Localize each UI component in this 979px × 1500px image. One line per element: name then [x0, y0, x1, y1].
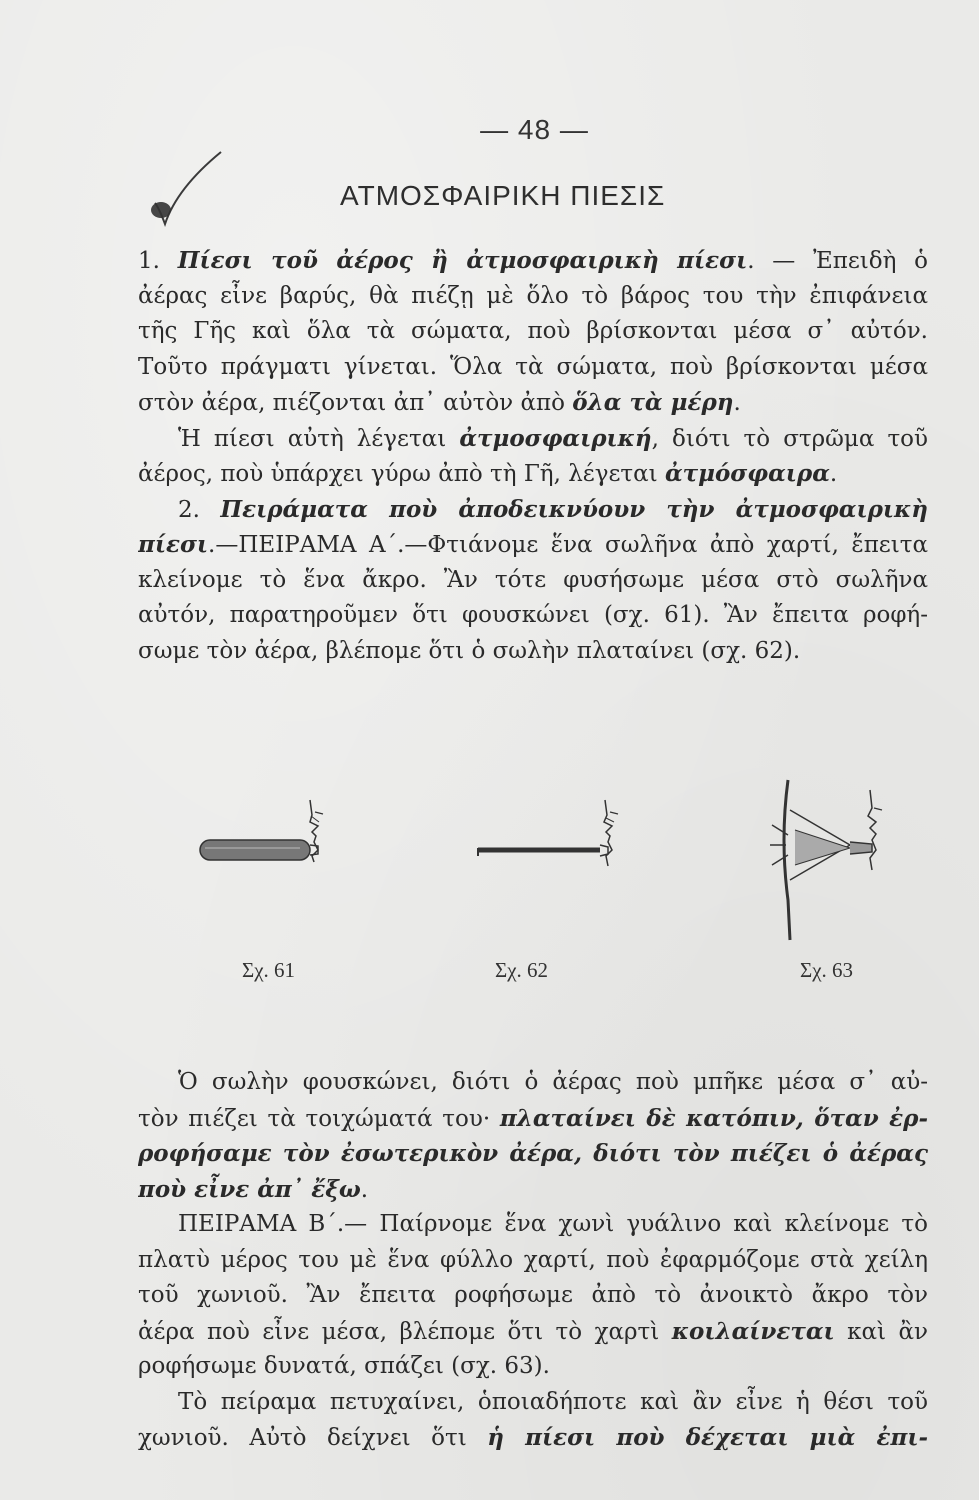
text-line — [138, 243, 928, 279]
text-run: χωνιοῦ. Αὐτὸ δείχνει ὅτι — [138, 1425, 488, 1451]
text-run: . — [733, 390, 741, 416]
text-line — [138, 1065, 928, 1101]
emphasized-text: ἀτμόσφαιρα — [664, 460, 830, 487]
text-line — [138, 1420, 928, 1456]
text-run: Ὁ σωλὴν φουσκώνει, διότι ὁ ἀέρας ποὺ μπῆκε μέσα σ᾽ αὐ- — [178, 1069, 928, 1095]
emphasized-text: ἡ πίεσι ποὺ δέχεται μιὰ ἐπι- — [487, 1424, 928, 1451]
text-run: . — [360, 1176, 369, 1203]
text-run: . — [829, 461, 838, 487]
emphasized-text: ροφήσαμε τὸν ἐσωτερικὸν ἀέρα, διότι τὸν πιέζει ὁ ἀέρας — [138, 1140, 928, 1167]
emphasized-text: Πειράματα ποὺ ἀποδεικνύουν τὴν ἀτμοσφαιρικὴ — [220, 495, 928, 523]
figure-62-caption: Σχ. 62 — [495, 958, 549, 982]
text-line — [138, 563, 928, 599]
text-run: . — Ἐπειδὴ ὁ — [747, 248, 928, 274]
text-line — [138, 1243, 928, 1279]
text-run: ἀέρα ποὺ εἶνε μέσα, βλέπομε ὅτι τὸ χαρτὶ — [138, 1318, 672, 1345]
text-run: 2. — [178, 496, 221, 523]
emphasized-text: Πίεσι τοῦ ἀέρος ἢ ἀτμοσφαιρικὴ πίεσι — [177, 247, 748, 274]
text-run: καὶ ἂν — [834, 1318, 928, 1345]
page-title: ΑΤΜΟΣΦΑΙΡΙΚΗ ΠΙΕΣΙΣ — [340, 180, 666, 211]
page-number — [0, 114, 979, 146]
emphasized-text: ὅλα τὰ μέρη — [572, 389, 734, 416]
figures-row — [160, 770, 940, 1000]
text-line — [138, 1349, 928, 1385]
figure-63-caption: Σχ. 63 — [800, 958, 854, 982]
text-run: Τοῦτο πράγματι γίνεται. Ὅλα τὰ σώματα, ποὺ βρίσκονται μέσα — [138, 353, 928, 380]
text-run: στὸν ἀέρα, πιέζονται ἀπ᾽ αὐτὸν ἀπὸ — [138, 390, 573, 416]
text-line — [138, 279, 928, 315]
text-run: τοῦ χωνιοῦ. Ἂν ἔπειτα ροφήσωμε ἀπὸ τὸ ἀνοικτὸ ἄκρο τὸν — [138, 1282, 928, 1308]
text-run: τὸν πιέζει τὰ τοιχώματά του· — [138, 1105, 500, 1132]
figure-62-drawing — [478, 800, 618, 866]
pencil-checkmark-icon — [135, 148, 235, 248]
emphasized-text: ποὺ εἶνε ἀπ᾽ ἔξω — [138, 1175, 361, 1203]
emphasized-text: κοιλαίνεται — [671, 1317, 835, 1345]
section-2-text — [138, 1065, 928, 1456]
text-run: , διότι τὸ στρῶμα τοῦ — [651, 425, 928, 452]
text-run: σωμε τὸν ἀέρα, βλέπομε ὅτι ὁ σωλὴν πλαταίνει (σχ. 62). — [138, 637, 801, 664]
text-line — [138, 492, 928, 528]
text-run: πλατὺ μέρος του μὲ ἕνα φύλλο χαρτί, ποὺ ἐφαρμόζομε στὰ χείλη — [138, 1246, 928, 1273]
text-run: ἀέρος, ποὺ ὑπάρχει γύρω ἀπὸ τὴ Γῆ, λέγεται — [138, 461, 665, 487]
page-number-text: — 48 — — [480, 114, 589, 145]
text-line — [138, 527, 928, 563]
text-run: ἀέρας εἶνε βαρύς, θὰ πιέζῃ μὲ ὅλο τὸ βάρος του τὴν ἐπιφάνεια — [138, 282, 928, 309]
figure-61-caption: Σχ. 61 — [242, 958, 296, 982]
emphasized-text: πλαταίνει δὲ κατόπιν, ὅταν ἐρ- — [499, 1104, 928, 1132]
text-line — [138, 598, 928, 634]
section-1-text — [138, 243, 928, 669]
text-line — [138, 350, 928, 386]
text-line — [138, 1101, 928, 1137]
text-line — [138, 1278, 928, 1314]
text-run: αὐτόν, παρατηροῦμεν ὅτι φουσκώνει (σχ. 61). Ἂν ἔπειτα ροφή- — [138, 602, 928, 628]
text-run: ροφήσωμε δυνατά, σπάζει (σχ. 63). — [138, 1353, 550, 1379]
emphasized-text: πίεσι — [138, 531, 209, 558]
text-line — [138, 1172, 928, 1208]
text-line — [138, 1207, 928, 1243]
text-line — [138, 1385, 928, 1421]
text-run: Τὸ πείραμα πετυχαίνει, ὁποιαδήποτε καὶ ἂν εἶνε ἡ θέσι τοῦ — [178, 1388, 928, 1415]
text-line — [138, 456, 928, 492]
text-run: 1. — [138, 248, 178, 274]
text-run: κλείνομε τὸ ἕνα ἄκρο. Ἂν τότε φυσήσωμε μέσα στὸ σωλῆνα — [138, 566, 928, 593]
emphasized-text: ἀτμοσφαιρική — [459, 424, 652, 452]
text-run: Ἡ πίεσι αὐτὴ λέγεται — [178, 425, 460, 452]
text-line — [138, 634, 928, 670]
figure-63-drawing — [770, 780, 882, 940]
figure-61-drawing — [200, 800, 323, 862]
text-line — [138, 421, 928, 457]
text-line — [138, 1136, 928, 1172]
text-line — [138, 385, 928, 421]
text-line — [138, 1314, 928, 1350]
text-run: ΠΕΙΡΑΜΑ Β΄.— Παίρνομε ἕνα χωνὶ γυάλινο καὶ κλείνομε τὸ — [178, 1211, 928, 1237]
text-run: .—ΠΕΙΡΑΜΑ Α΄.—Φτιάνομε ἕνα σωλῆνα ἀπὸ χαρτί, ἔπειτα — [208, 532, 928, 558]
text-line — [138, 314, 928, 350]
text-run: τῆς Γῆς καὶ ὅλα τὰ σώματα, ποὺ βρίσκονται μέσα σ᾽ αὐτόν. — [138, 318, 928, 344]
